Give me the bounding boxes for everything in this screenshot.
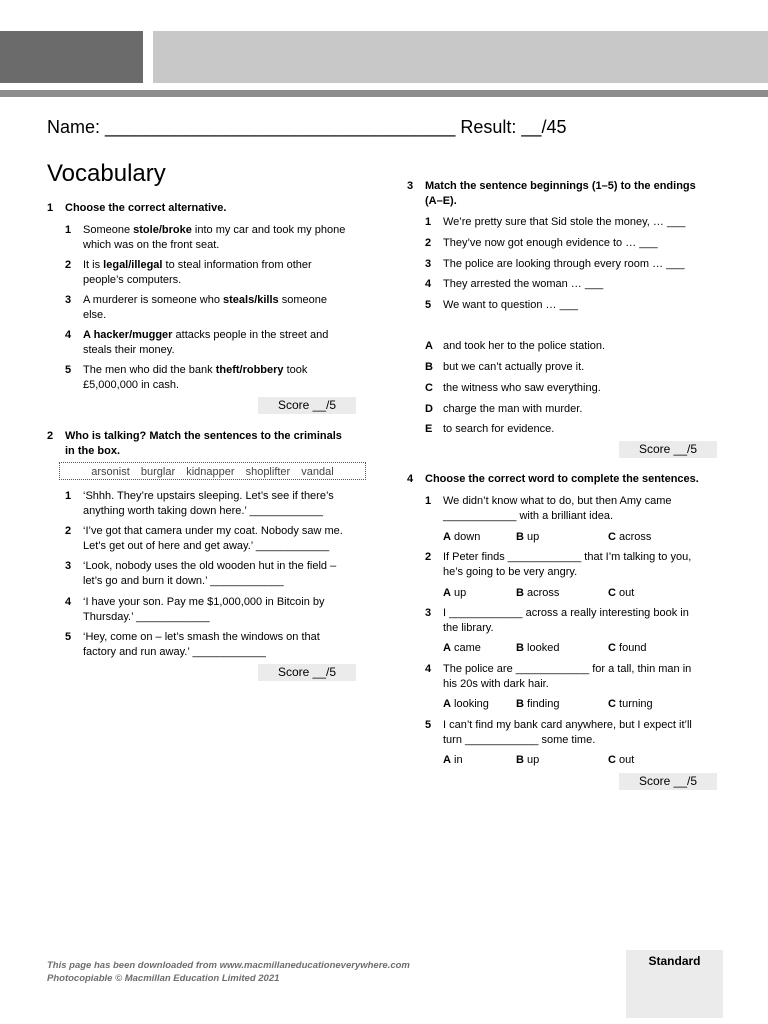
q2-number: 2 xyxy=(47,430,54,442)
q4-score: Score __/5 xyxy=(619,773,717,790)
name-result-line: Name: ___________________________________ Result: __/45 xyxy=(47,117,567,137)
header-light-bar xyxy=(153,31,768,83)
q2-instruction: Who is talking? Match the sentences to the criminals xyxy=(65,430,342,442)
q2-heading: 2 Who is talking? Match the sentences to the criminals in the box. xyxy=(47,430,342,457)
q1-score: Score __/5 xyxy=(258,397,356,414)
q3-instruction: Match the sentence beginnings (1–5) to the endings xyxy=(425,180,696,192)
footer-download-line: This page has been downloaded from www.macmillaneducationeverywhere.com xyxy=(47,960,410,971)
header-divider xyxy=(0,90,768,97)
section-title: Vocabulary xyxy=(47,160,166,187)
q1-number: 1 xyxy=(47,202,54,214)
word-box-item: shoplifter xyxy=(245,466,291,478)
q2-score: Score __/5 xyxy=(258,664,356,681)
q3-score: Score __/5 xyxy=(619,441,717,458)
q3-heading: 3 Match the sentence beginnings (1–5) to the endings (A–E). xyxy=(407,180,696,207)
q3-number: 3 xyxy=(407,180,414,192)
word-box-item: vandal xyxy=(301,466,334,478)
q4-number: 4 xyxy=(407,473,414,485)
level-badge: Standard xyxy=(626,950,723,1018)
word-box xyxy=(59,462,366,480)
word-box-item: burglar xyxy=(140,466,176,478)
q4-instruction: Choose the correct word to complete the sentences. xyxy=(425,473,699,485)
word-box-item: arsonist xyxy=(91,466,130,478)
word-box-item: kidnapper xyxy=(186,466,235,478)
footer-notice xyxy=(47,959,410,985)
header-dark-bar xyxy=(0,31,143,83)
q1-instruction: Choose the correct alternative. xyxy=(65,202,227,214)
footer-copyright-line: Photocopiable © Macmillan Education Limited 2021 xyxy=(47,973,280,984)
